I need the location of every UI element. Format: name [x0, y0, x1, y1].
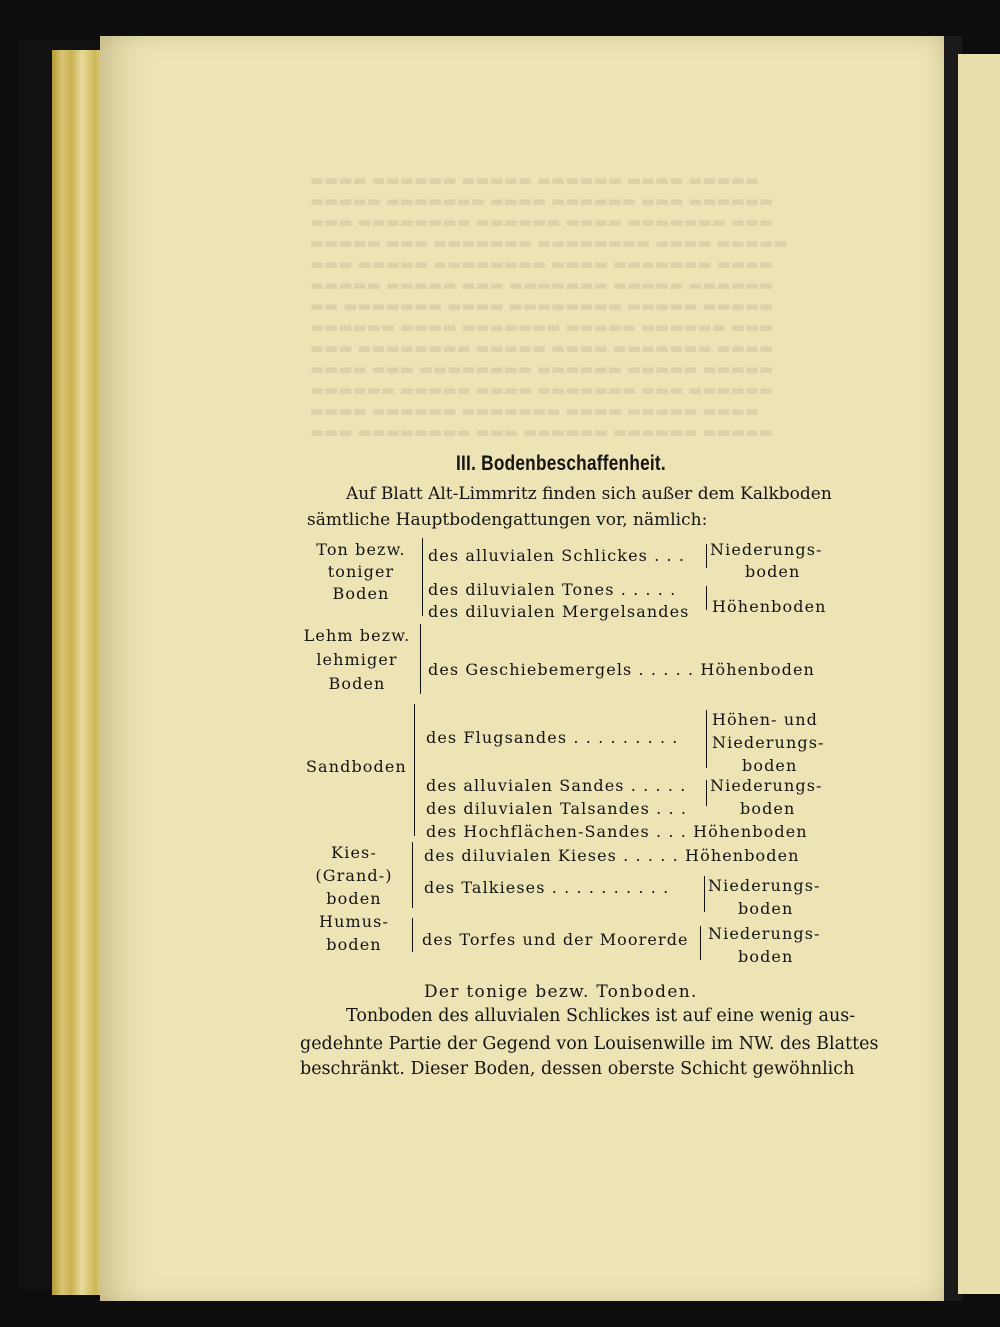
ton-row-3: des diluvialen Mergelsandes	[428, 602, 690, 621]
sand-class1-brace	[702, 710, 707, 768]
sand-brace	[414, 704, 419, 836]
body-line-2: gedehnte Partie der Gegend von Louisenwille im NW. des Blattes	[300, 1034, 879, 1054]
ton-brace	[422, 538, 427, 616]
kies-label-3: boden	[326, 889, 382, 908]
ton-class2: Höhenboden	[712, 597, 827, 616]
intro-line-1: Auf Blatt Alt-Limmritz finden sich außer dem Kalkboden	[346, 484, 832, 504]
sand-row-1: des Flugsandes . . . . . . . . .	[426, 728, 679, 747]
ton-class1-line1: Niederungs-	[710, 540, 823, 559]
kies-class-line1: Niederungs-	[708, 876, 821, 895]
subheading: Der tonige bezw. Tonboden.	[424, 982, 698, 1002]
lehm-brace	[420, 624, 425, 694]
show-through-texture: ▬▬▬▬ ▬▬▬▬▬▬ ▬▬▬▬▬ ▬▬▬▬▬▬ ▬▬▬▬ ▬▬▬▬▬ ▬▬▬▬▬ ▬▬▬▬▬▬▬ ▬▬▬▬ ▬▬▬▬▬▬ ▬▬▬ ▬▬▬▬▬▬ ▬▬▬ ▬▬▬▬▬▬▬▬ ▬▬▬▬▬▬ ▬▬▬▬ ▬▬▬▬▬▬▬ ▬▬▬ ▬▬▬▬▬ ▬▬▬ ▬▬▬▬▬▬▬ ▬▬▬▬▬▬▬▬ ▬▬▬▬ ▬▬▬▬▬ ▬▬▬ ▬▬▬▬▬ ▬▬▬▬▬▬▬▬ ▬▬▬▬ ▬▬▬▬▬▬▬ ▬▬▬▬ ▬▬▬▬▬ ▬▬▬▬▬ ▬▬▬ ▬▬▬▬▬▬▬ ▬▬▬▬▬ ▬▬▬▬▬▬ ▬▬ ▬▬▬▬▬▬▬ ▬▬▬▬ ▬▬▬▬▬▬▬▬ ▬▬▬▬▬ ▬▬▬▬▬ ▬▬▬▬▬▬ ▬▬▬▬ ▬▬▬▬▬▬▬ ▬▬▬▬▬ ▬▬▬▬▬▬ ▬▬▬ ▬▬▬ ▬▬▬▬▬▬▬▬ ▬▬▬▬▬ ▬▬▬▬ ▬▬▬▬▬▬▬ ▬▬▬▬ ▬▬▬▬ ▬▬▬ ▬▬▬▬▬▬▬▬ ▬▬▬▬▬▬ ▬▬▬▬▬ ▬▬▬▬▬ ▬▬▬▬▬▬ ▬▬▬▬▬ ▬▬▬▬ ▬▬▬▬▬▬▬ ▬▬▬ ▬▬▬▬▬▬ ▬▬▬▬ ▬▬▬▬▬▬ ▬▬▬▬▬▬▬ ▬▬▬▬ ▬▬▬▬▬ ▬▬▬▬ ▬▬▬ ▬▬▬▬▬▬▬▬ ▬▬▬ ▬▬▬▬▬▬ ▬▬▬▬▬▬ ▬▬▬▬▬	[310, 171, 788, 441]
humus-class-brace	[700, 926, 705, 960]
humus-label-1: Humus-	[319, 912, 389, 931]
lehm-label-3: Boden	[328, 674, 386, 693]
body-line-3: beschränkt. Dieser Boden, dessen oberste Schicht gewöhnlich	[300, 1059, 855, 1079]
kies-class-brace	[700, 876, 705, 912]
kies-row-1: des diluvialen Kieses . . . . . Höhenboden	[424, 846, 800, 865]
humus-row: des Torfes und der Moorerde	[422, 930, 689, 949]
body-line-1: Tonboden des alluvialen Schlickes ist auf eine wenig aus-	[346, 1006, 856, 1026]
sand-row-3: des diluvialen Talsandes . . .	[426, 799, 688, 818]
kies-label-2: (Grand-)	[315, 866, 393, 885]
sand-row-2: des alluvialen Sandes . . . . .	[426, 776, 687, 795]
kies-row-2: des Talkieses . . . . . . . . . .	[424, 878, 670, 897]
lehm-row: des Geschiebemergels . . . . . Höhenboden	[428, 660, 815, 679]
sand-class1-line3: boden	[742, 756, 798, 775]
facing-page-edge	[958, 54, 1000, 1294]
ton-row-2: des diluvialen Tones . . . . .	[428, 580, 677, 599]
ton-label-3: Boden	[332, 584, 390, 603]
sand-class2-line2: boden	[740, 799, 796, 818]
ton-label-2: toniger	[327, 562, 395, 581]
lehm-label-2: lehmiger	[316, 650, 398, 669]
intro-line-2: sämtliche Hauptbodengattungen vor, nämlich:	[307, 510, 708, 530]
sand-class2-brace	[702, 780, 707, 806]
ton-row-1: des alluvialen Schlickes . . .	[428, 546, 686, 565]
ton-class2-brace	[702, 586, 707, 610]
humus-brace	[408, 918, 413, 952]
ton-class1-line2: boden	[745, 562, 801, 581]
sand-class1-line2: Niederungs-	[712, 733, 825, 752]
kies-brace	[412, 842, 417, 908]
sand-label: Sandboden	[306, 757, 407, 776]
humus-label-2: boden	[326, 935, 382, 954]
humus-class-line2: boden	[738, 947, 794, 966]
ton-label-1: Ton bezw.	[316, 540, 406, 559]
sand-class2-line1: Niederungs-	[710, 776, 823, 795]
kies-label-1: Kies-	[331, 843, 377, 862]
sand-row-4: des Hochflächen-Sandes . . . Höhenboden	[426, 822, 808, 841]
kies-class-line2: boden	[738, 899, 794, 918]
section-heading: III. Bodenbeschaffenheit.	[456, 452, 666, 475]
lehm-label-1: Lehm bezw.	[303, 626, 411, 645]
ton-class1-brace	[702, 544, 707, 568]
humus-class-line1: Niederungs-	[708, 924, 821, 943]
sand-class1-line1: Höhen- und	[712, 710, 819, 729]
